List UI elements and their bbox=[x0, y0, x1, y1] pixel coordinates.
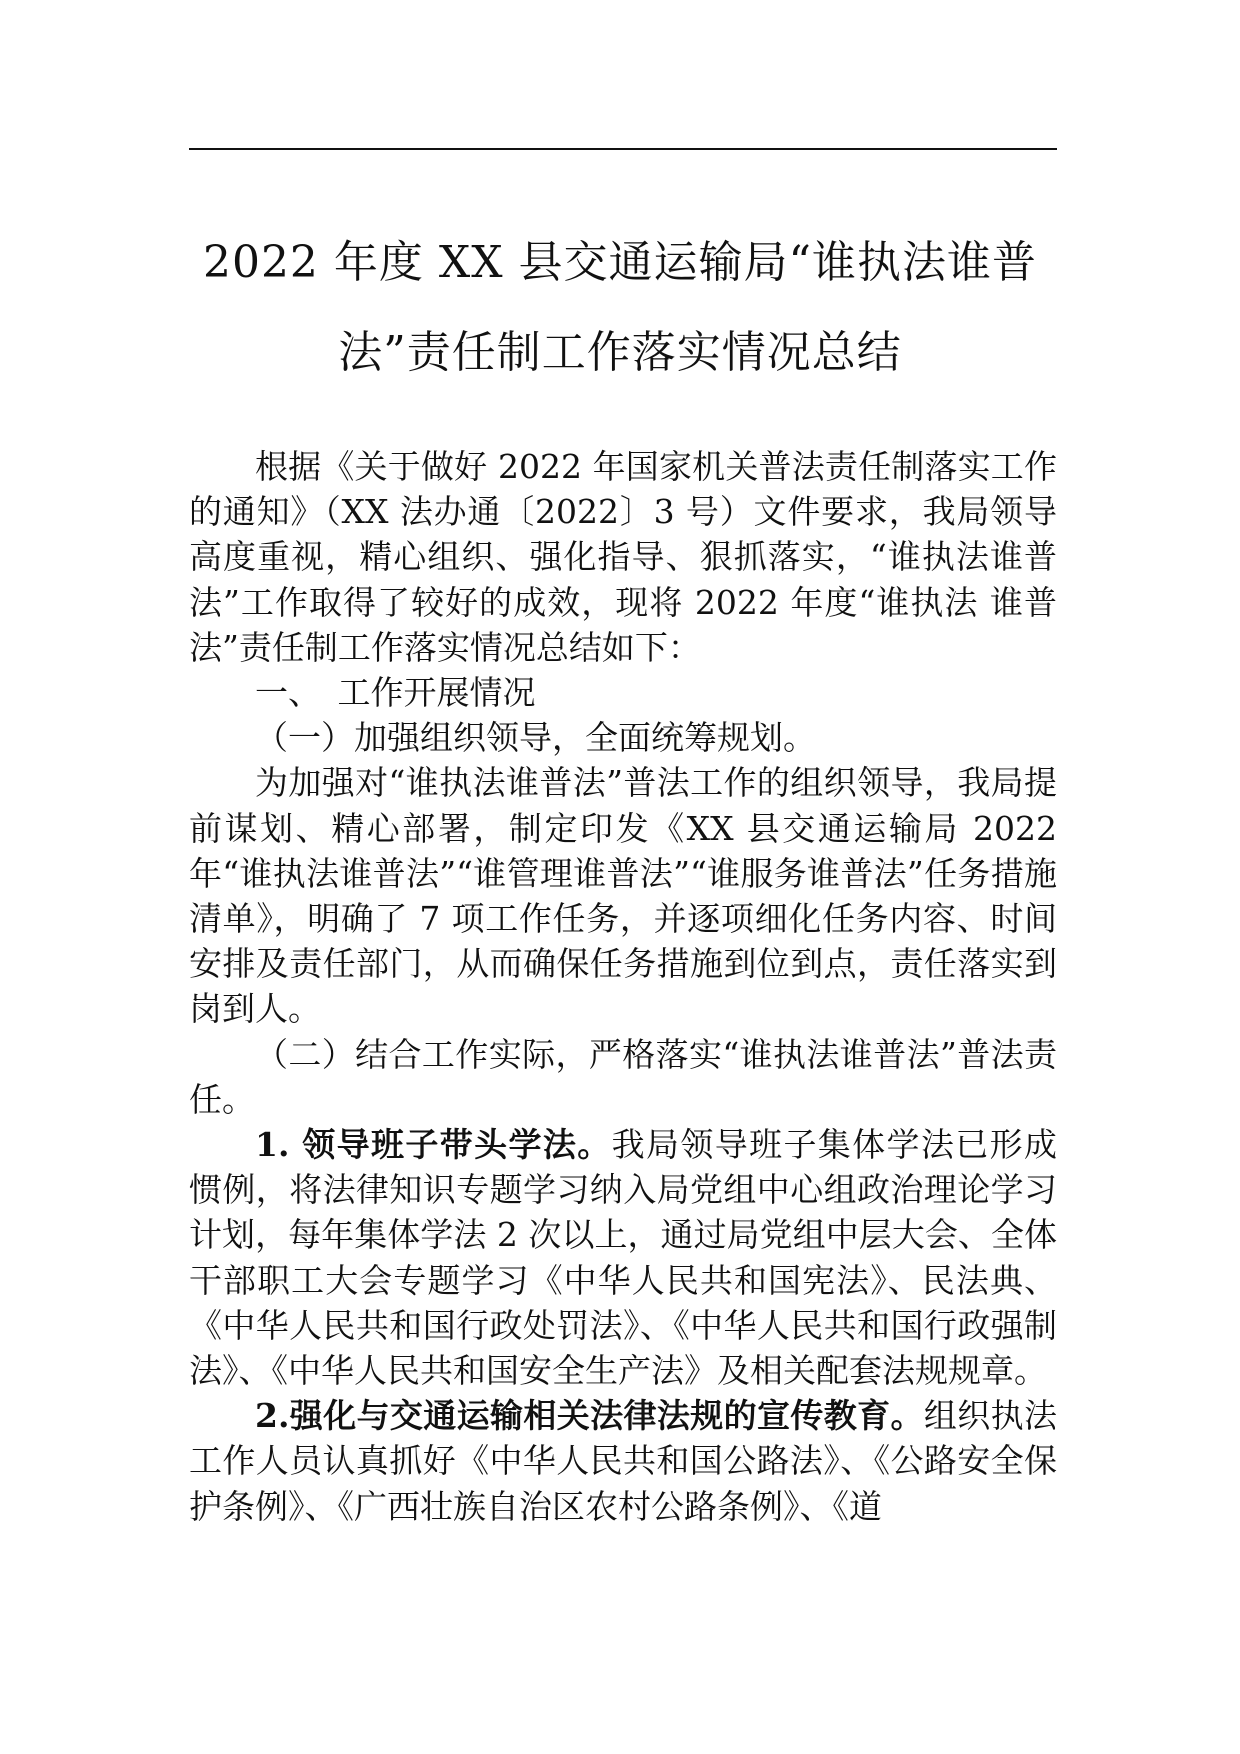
document-title-line-2: 法”责任制工作落实情况总结 bbox=[338, 327, 902, 378]
item-2-paragraph bbox=[189, 1393, 1057, 1529]
item-2-body: 组织执法工作人员认真抓好《中华人民共和国公路法》、《公路安全保护条例》、《广西壮族自治区农村公路条例》、《道 bbox=[189, 1396, 1058, 1526]
item-2-lead: 2.强化与交通运输相关法律法规的宣传教育。 bbox=[255, 1396, 924, 1436]
subsection-1-paragraph: 为加强对“谁执法谁普法”普法工作的组织领导，我局提前谋划、精心部署，制定印发《XX 县交通运输局 2022 年“谁执法谁普法”“谁管理谁普法”“谁服务谁普法”任务措施清单》，明确了 7 项工作任务，并逐项细化任务内容、时间安排及责任部门，从而确保任务措施到位到点，责任落实到岗到人。 bbox=[189, 763, 1057, 1029]
intro-paragraph: 根据《关于做好 2022 年国家机关普法责任制落实工作的通知》（XX 法办通〔2022〕3 号）文件要求，我局领导高度重视，精心组织、强化指导、狠抓落实，“谁执法谁普法”工作取得了较好的成效，现将 2022 年度“谁执法 谁普法”责任制工作落实情况总结如下： bbox=[189, 447, 1057, 667]
document-title-line-1: 2022 年度 XX 县交通运输局“谁执法谁普 bbox=[202, 237, 1038, 288]
item-1-lead: 1. 领导班子带头学法。 bbox=[255, 1125, 612, 1165]
item-1-body: 我局领导班子集体学法已形成惯例，将法律知识专题学习纳入局党组中心组政治理论学习计划，每年集体学法 2 次以上，通过局党组中层大会、全体干部职工大会专题学习《中华人民共和国宪法》、民法典、《中华人民共和国行政处罚法》、《中华人民共和国行政强制法》、《中华人民共和国安全生产法》及相关配套法规规章。 bbox=[189, 1125, 1057, 1391]
subsection-heading-2: （二）结合工作实际，严格落实“谁执法谁普法”普法责任。 bbox=[189, 1034, 1057, 1119]
item-1-paragraph bbox=[189, 1122, 1057, 1393]
document-body bbox=[189, 444, 1057, 1529]
section-heading-1: 一、 工作开展情况 bbox=[255, 673, 536, 713]
subsection-heading-1: （一）加强组织领导，全面统筹规划。 bbox=[255, 718, 816, 758]
header-rule bbox=[189, 148, 1057, 150]
